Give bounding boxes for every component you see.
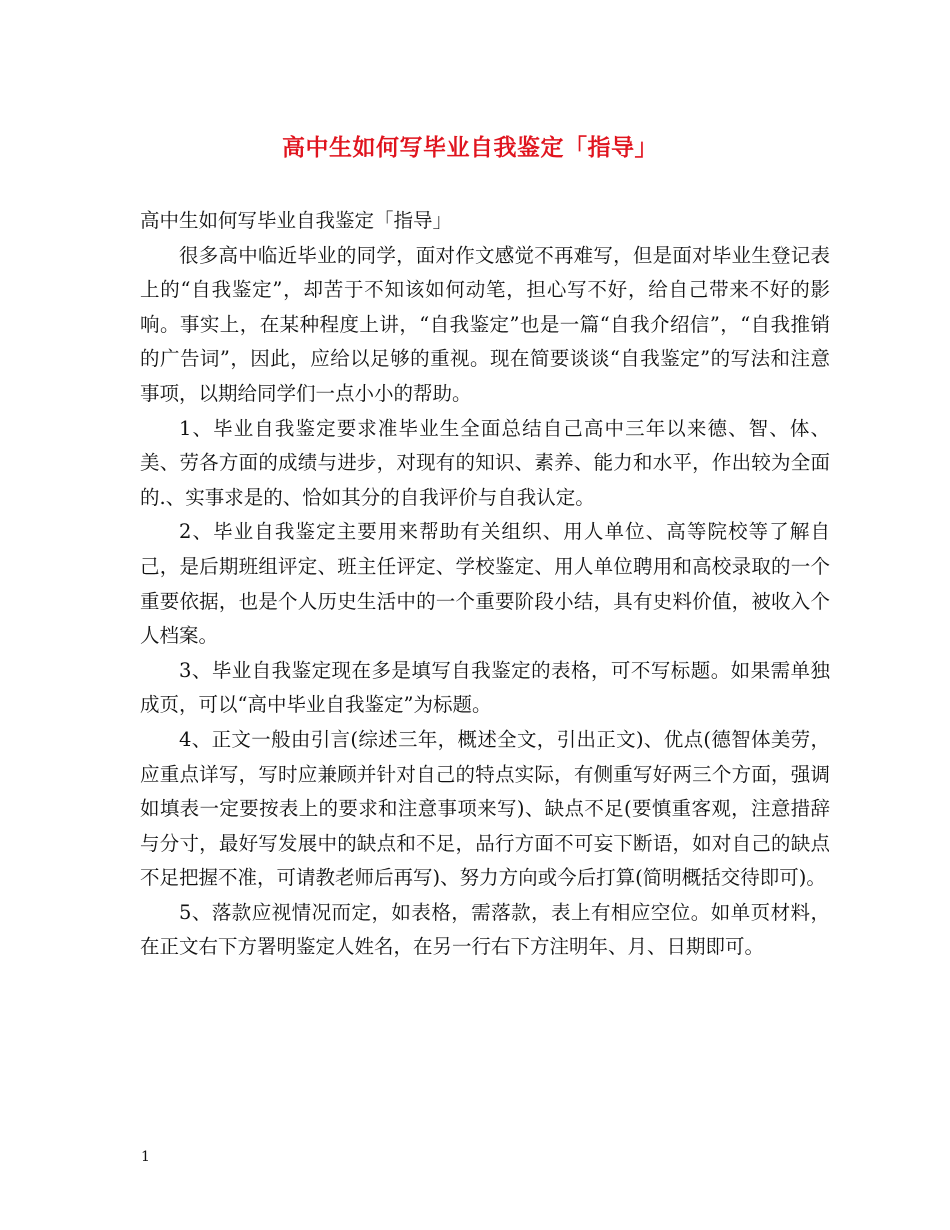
paragraph-point-2: 2、毕业自我鉴定主要用来帮助有关组织、用人单位、高等院校等了解自己，是后期班组评定、班主任评定、学校鉴定、用人单位聘用和高校录取的一个重要依据，也是个人历史生活中的一个重要阶段小结，具有史料价值，被收入个人档案。 (140, 520, 830, 648)
paragraph-point-4: 4、正文一般由引言(综述三年，概述全文，引出正文)、优点(德智体美劳，应重点详写，写时应兼顾并针对自己的特点实际，有侧重写好两三个方面，强调如填表一定要按表上的要求和注意事项来写)、缺点不足(要慎重客观，注意措辞与分寸，最好写发展中的缺点和不足，品行方面不可妄下断语，如对自己的缺点不足把握不准，可请教老师后再写)、努力方向或今后打算(简明概括交待即可)。 (140, 727, 830, 890)
paragraph-intro: 很多高中临近毕业的同学，面对作文感觉不再难写，但是面对毕业生登记表上的“自我鉴定”，却苦于不知该如何动笔，担心写不好，给自己带来不好的影响。事实上，在某种程度上讲，“自我鉴定”也是一篇“自我介绍信”，“自我推销的广告词”，因此，应给以足够的重视。现在简要谈谈“自我鉴定”的写法和注意事项，以期给同学们一点小小的帮助。 (140, 243, 830, 405)
document-title: 高中生如何写毕业自我鉴定「指导」 (282, 134, 658, 161)
paragraph-point-1: 1、毕业自我鉴定要求准毕业生全面总结自己高中三年以来德、智、体、美、劳各方面的成绩与进步，对现有的知识、素养、能力和水平，作出较为全面的.、实事求是的、恰如其分的自我评价与自我认定。 (140, 416, 830, 509)
paragraph-point-5: 5、落款应视情况而定，如表格，需落款，表上有相应空位。如单页材料，在正文右下方署明鉴定人姓名，在另一行右下方注明年、月、日期即可。 (140, 900, 830, 959)
paragraph-point-3: 3、毕业自我鉴定现在多是填写自我鉴定的表格，可不写标题。如果需单独成页，可以“高中毕业自我鉴定”为标题。 (140, 658, 830, 717)
document-body (140, 204, 830, 965)
document-subtitle: 高中生如何写毕业自我鉴定「指导」 (140, 209, 453, 232)
page-number: 1 (141, 1149, 150, 1165)
